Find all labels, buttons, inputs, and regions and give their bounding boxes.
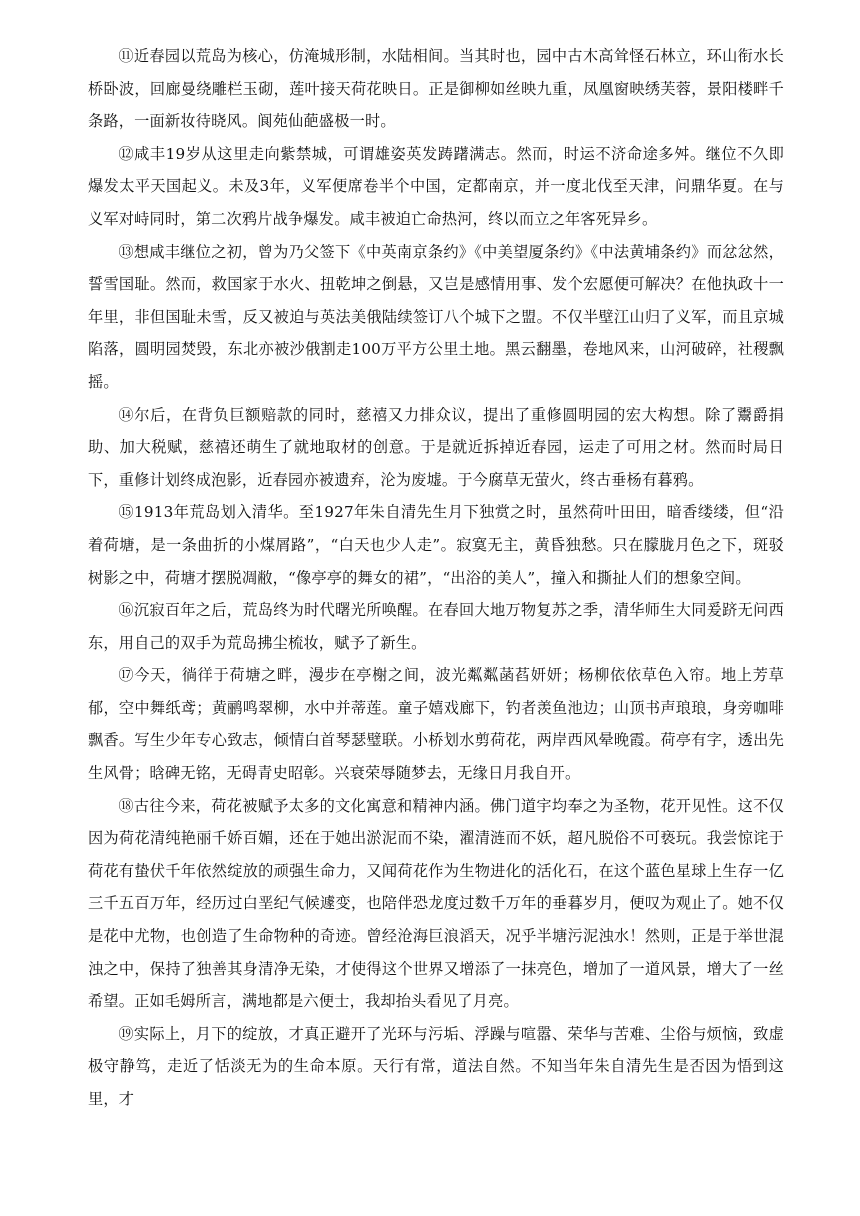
paragraph-12: ⑫咸丰19岁从这里走向紫禁城，可谓雄姿英发踌躇满志。然而，时运不济命途多舛。继位不久即爆发太平天国起义。未及3年，义军便席卷半个中国，定都南京，并一度北伐至天津，问鼎华夏。在与义军对峙同时，第二次鸦片战争爆发。咸丰被迫亡命热河，终以而立之年客死异乡。	[88, 144, 784, 228]
paragraph-14: ⑭尔后，在背负巨额赔款的同时，慈禧又力排众议，提出了重修圆明园的宏大构想。除了鬻爵捐助、加大税赋，慈禧还萌生了就地取材的创意。于是就近拆掉近春园，运走了可用之材。然而时局日下，重修计划终成泡影，近春园亦被遗弃，沦为废墟。于今腐草无萤火，终古垂杨有暮鸦。	[88, 405, 784, 489]
paragraph-13: ⑬想咸丰继位之初，曾为乃父签下《中英南京条约》《中美望厦条约》《中法黄埔条约》而忿忿然，誓雪国耻。然而，救国家于水火、扭乾坤之倒悬，又岂是感情用事、发个宏愿便可解决？在他执政十一年里，非但国耻未雪，反又被迫与英法美俄陆续签订八个城下之盟。不仅半壁江山归了义军，而且京城陷落，圆明园焚毁，东北亦被沙俄割走100万平方公里土地。黑云翻墨，卷地风来，山河破碎，社稷飘摇。	[88, 242, 784, 391]
paragraph-17: ⑰今天，徜徉于荷塘之畔，漫步在亭榭之间，波光粼粼菡萏妍妍；杨柳依依草色入帘。地上芳草郁，空中舞纸鸢；黄鹂鸣翠柳，水中并蒂莲。童子嬉戏廊下，钓者羡鱼池边；山顶书声琅琅，身旁咖啡飘香。写生少年专心致志，倾情白首琴瑟璧联。小桥划水剪荷花，两岸西风晕晚霞。荷亭有字，透出先生风骨；晗碑无铭，无碍青史昭彰。兴衰荣辱随梦去，无缘日月我自开。	[88, 666, 784, 783]
paragraph-11: ⑪近春园以荒岛为核心，仿淹城形制，水陆相间。当其时也，园中古木高耸怪石林立，环山衔水长桥卧波，回廊曼绕雕栏玉砌，莲叶接天荷花映日。正是御柳如丝映九重，凤凰窗映绣芙蓉，景阳楼畔千条路，一面新妆待晓风。阆苑仙葩盛极一时。	[88, 47, 784, 131]
document-page	[88, 40, 784, 1116]
paragraph-18: ⑱古往今来，荷花被赋予太多的文化寓意和精神内涵。佛门道宇均奉之为圣物，花开见性。这不仅因为荷花清纯艳丽千娇百媚，还在于她出淤泥而不染，濯清涟而不妖，超凡脱俗不可亵玩。我尝惊诧于荷花有蛰伏千年依然绽放的顽强生命力，又闻荷花作为生物进化的活化石，在这个蓝色星球上生存一亿三千五百万年，经历过白垩纪气候遽变，也陪伴恐龙度过数千万年的垂暮岁月，便叹为观止了。她不仅是花中尤物，也创造了生命物种的奇迹。曾经沧海巨浪滔天，况乎半塘污泥浊水！然则，正是于举世混浊之中，保持了独善其身清净无染，才使得这个世界又增添了一抹亮色，增加了一道风景，增大了一丝希望。正如毛姆所言，满地都是六便士，我却抬头看见了月亮。	[88, 796, 784, 1011]
paragraph-16: ⑯沉寂百年之后，荒岛终为时代曙光所唤醒。在春回大地万物复苏之季，清华师生大同爰跻无问西东，用自己的双手为荒岛拂尘梳妆，赋予了新生。	[88, 601, 784, 652]
paragraph-19: ⑲实际上，月下的绽放，才真正避开了光环与污垢、浮躁与喧嚣、荣华与苦难、尘俗与烦恼，致虚极守静笃，走近了恬淡无为的生命本原。天行有常，道法自然。不知当年朱自清先生是否因为悟到这里，才	[88, 1024, 784, 1108]
paragraph-15: ⑮1913年荒岛划入清华。至1927年朱自清先生月下独赏之时，虽然荷叶田田，暗香缕缕，但“沿着荷塘，是一条曲折的小煤屑路”，“白天也少人走”。寂寞无主，黄昏独愁。只在朦胧月色之下，斑驳树影之中，荷塘才摆脱凋敝，“像亭亭的舞女的裙”，“出浴的美人”，撞入和撕扯人们的想象空间。	[88, 503, 784, 587]
